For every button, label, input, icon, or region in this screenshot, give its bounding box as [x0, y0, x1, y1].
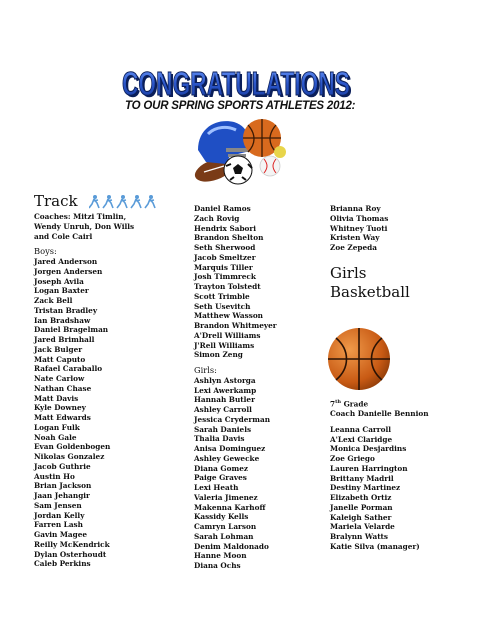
roster-name: Denim Maldonado [194, 541, 269, 551]
girls-continued-list [330, 204, 388, 253]
roster-name: A'Lexi Claridge [330, 434, 393, 444]
roster-name: Nate Carlow [34, 374, 85, 383]
roster-name: Zach Rovig [194, 213, 240, 223]
roster-name: Daniel Bragelman [34, 325, 109, 335]
roster-name: Elizabeth Ortiz [330, 493, 392, 503]
roster-name: Ian Bradshaw [34, 315, 91, 325]
roster-name: Rafael Caraballo [34, 364, 103, 374]
runners-icon [89, 194, 161, 210]
roster-name: Daniel Ramos [194, 204, 251, 213]
roster-name: J'Rell Williams [194, 340, 255, 350]
roster-name: Ashley Gewecke [194, 453, 260, 463]
roster-name: Kaleigh Sather [330, 512, 392, 522]
roster-name: Tristan Bradley [34, 305, 98, 315]
roster-name: Mariela Velarde [330, 522, 395, 532]
roster-name: Jessica Cryderman [194, 414, 271, 424]
roster-name: Gavin Magee [34, 530, 88, 539]
roster-name: Nathan Chase [34, 383, 92, 393]
middle-column [194, 204, 277, 571]
roster-name: Logan Fulk [34, 422, 80, 432]
roster-name: Matthew Wasson [194, 311, 263, 321]
roster-name: Noah Gale [34, 432, 77, 442]
roster-name: Joseph Avila [34, 276, 84, 286]
girls-label: Girls: [194, 365, 217, 375]
roster-name: Brandon Whitmeyer [194, 321, 277, 330]
roster-name: Reilly McKendrick [34, 539, 110, 549]
roster-name: Thalia Davis [194, 434, 245, 444]
roster-name: Anisa Dominguez [194, 444, 266, 453]
roster-name: Destiny Martinez [330, 483, 401, 493]
roster-name: Valeria Jimenez [194, 492, 258, 502]
roster-name: Leanna Carroll [330, 424, 392, 434]
roster-name: Diana Ochs [194, 561, 241, 570]
roster-name: Jared Anderson [34, 257, 98, 266]
coaches-line-1: Coaches: Mitzi Timlin, [34, 212, 127, 221]
basketball-players-list [330, 425, 429, 552]
coaches-line-3: and Cole Cairl [34, 231, 93, 241]
roster-name: Evan Goldenbogen [34, 442, 111, 452]
roster-name: Nikolas Gonzalez [34, 452, 105, 461]
roster-name: Seth Usevitch [194, 301, 251, 311]
roster-name: Hendrix Sabori [194, 223, 257, 233]
roster-name: Janelle Porman [330, 502, 393, 512]
banner-subtitle: TO OUR SPRING SPORTS ATHLETES 2012: [125, 100, 356, 112]
basketball-section [330, 264, 410, 302]
track-column [34, 192, 134, 569]
roster-name: Sam Jensen [34, 500, 82, 510]
roster-name: Lexi Heath [194, 483, 239, 492]
roster-name: Dylan Osterhoudt [34, 549, 107, 559]
roster-name: Lauren Harrington [330, 463, 408, 473]
basketball-heading-line-2: Basketball [330, 283, 410, 301]
roster-name: Monica Desjardins [330, 444, 407, 454]
roster-name: Kassidy Kells [194, 512, 249, 522]
sports-balls-icon [186, 114, 288, 186]
roster-name: Jared Brimhall [34, 335, 95, 344]
roster-name: Brianna Roy [330, 204, 381, 213]
roster-name: Zoe Zepeda [330, 243, 377, 252]
roster-name: Scott Trimble [194, 291, 250, 301]
roster-name: Jaan Jehangir [34, 491, 90, 500]
coaches-line-2: Wendy Unruh, Don Wills [34, 221, 135, 231]
boys-list [34, 257, 134, 569]
boys-label: Boys: [34, 246, 57, 257]
roster-name: Jacob Smeltzer [194, 252, 256, 262]
girls-list [194, 376, 277, 571]
boys-continued-list [194, 204, 277, 360]
grade-line: 7th Grade [330, 399, 369, 409]
banner-title: CONGRATULATIONS [122, 65, 350, 102]
roster-name: Ashley Carroll [194, 405, 252, 414]
roster-name: Matt Davis [34, 393, 79, 403]
roster-name: Zoe Griego [330, 454, 375, 464]
roster-name: Brittany Madril [330, 473, 394, 483]
basketball-roster [330, 398, 429, 552]
roster-name: Bralynn Watts [330, 532, 389, 542]
roster-name: Simon Zeng [194, 350, 243, 360]
roster-name: Kristen Way [330, 233, 380, 243]
basketball-heading-line-1: Girls [330, 264, 367, 282]
roster-name: Zack Bell [34, 296, 73, 305]
roster-name: Matt Caputo [34, 354, 86, 364]
banner-title-shadow: CONGRATULATIONS [124, 67, 352, 104]
basketball-icon [326, 326, 392, 392]
roster-name: Austin Ho [34, 471, 75, 481]
roster-name: Kyle Downey [34, 403, 86, 413]
roster-name: Jack Bulger [34, 344, 83, 354]
roster-name: Brian Jackson [34, 481, 92, 491]
roster-name: Diana Gomez [194, 463, 249, 473]
roster-name: Matt Edwards [34, 413, 91, 422]
roster-name: Trayton Tolstedt [194, 282, 261, 291]
roster-name: Ashlyn Astorga [194, 375, 256, 385]
roster-name: Camryn Larson [194, 522, 257, 531]
roster-name: Hanne Moon [194, 551, 247, 561]
roster-name: Jacob Guthrie [34, 461, 91, 471]
track-heading: Track [34, 192, 78, 210]
roster-name: Farren Lash [34, 520, 83, 530]
roster-name: Hannah Butler [194, 395, 255, 405]
roster-name: Paige Graves [194, 473, 247, 483]
roster-name: Whitney Tuoti [330, 223, 388, 233]
roster-name: Lexi Awerkamp [194, 385, 257, 395]
roster-name: A'Drell Williams [194, 330, 261, 340]
roster-name: Sarah Lohman [194, 531, 254, 541]
right-column [330, 204, 388, 253]
roster-name: Seth Sherwood [194, 243, 256, 252]
roster-name: Jordan Kelly [34, 510, 85, 520]
roster-name: Jorgen Andersen [34, 266, 103, 276]
roster-name: Brandon Shelton [194, 233, 264, 243]
roster-name: Sarah Daniels [194, 424, 252, 434]
roster-name: Katie Silva (manager) [330, 541, 420, 551]
coach-line: Coach Danielle Bennion [330, 409, 429, 419]
roster-name: Olivia Thomas [330, 213, 389, 223]
roster-name: Marquis Tiller [194, 262, 253, 272]
roster-name: Caleb Perkins [34, 559, 91, 569]
roster-name: Josh Timmreck [194, 272, 256, 282]
roster-name: Logan Baxter [34, 286, 89, 296]
roster-name: Makenna Karhoff [194, 502, 266, 512]
